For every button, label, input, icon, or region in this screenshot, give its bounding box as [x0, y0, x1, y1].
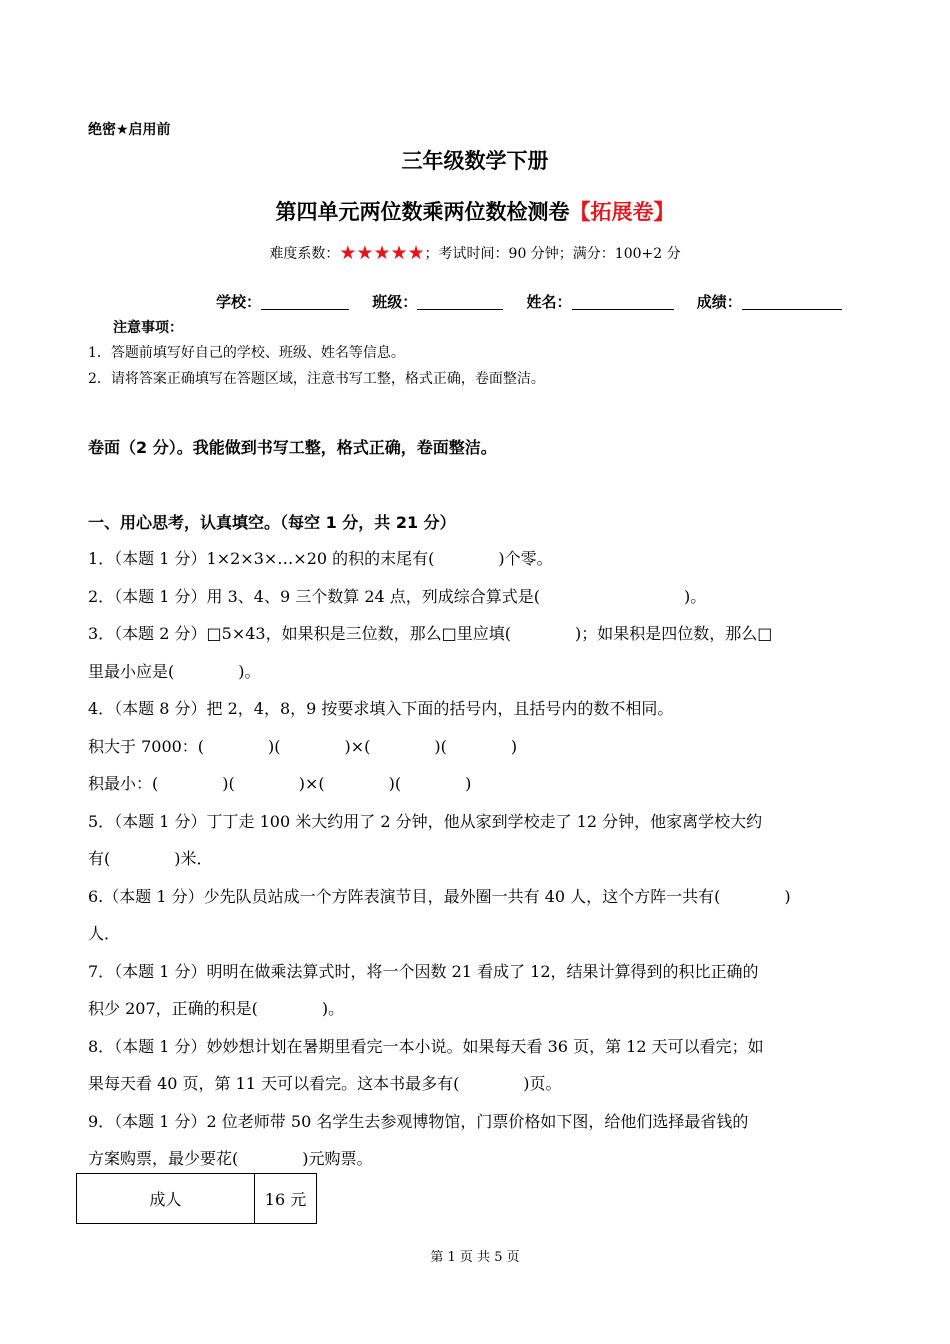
- question-line: 7．（本题 1 分）明明在做乘法算式时，将一个因数 21 看成了 12，结果计算得到的积比正确的: [88, 962, 759, 981]
- score-field[interactable]: [697, 291, 842, 312]
- question-line: 人．: [88, 924, 121, 943]
- name-blank[interactable]: [572, 294, 674, 310]
- question-line: 方案购票，最少要花( )元购票。: [88, 1149, 373, 1168]
- question-line: 9．（本题 1 分）2 位老师带 50 名学生去参观博物馆，门票价格如下图，给他们选择最省钱的: [88, 1112, 749, 1131]
- exam-meta: [0, 242, 950, 264]
- page-title: 三年级数学下册: [401, 149, 549, 173]
- name-field[interactable]: [527, 291, 674, 312]
- class-field[interactable]: [372, 291, 503, 312]
- question-line: 4．（本题 8 分）把 2，4，8，9 按要求填入下面的括号内，且括号内的数不相同。: [88, 699, 674, 718]
- section-heading: 一、用心思考，认真填空。（每空 1 分，共 21 分）: [88, 513, 456, 532]
- neatness-statement: 卷面（2 分）。我能做到书写工整，格式正确，卷面整洁。: [88, 438, 497, 457]
- school-label: 学校：: [216, 293, 262, 311]
- question-line: 2．（本题 1 分）用 3、4、9 三个数算 24 点，列成综合算式是( )。: [88, 587, 707, 606]
- page-number: 第 1 页 共 5 页: [430, 1250, 520, 1265]
- subtitle-tag: 【拓展卷】: [569, 200, 675, 224]
- student-info-fields: [216, 291, 842, 312]
- question-line: 积少 207，正确的积是( )。: [88, 999, 345, 1018]
- question-line: 8．（本题 1 分）妙妙想计划在暑期里看完一本小说。如果每天看 36 页，第 12 天可以看完；如: [88, 1037, 764, 1056]
- exam-info: ；考试时间：90 分钟；满分：100+2 分: [424, 246, 681, 262]
- question-line: 1．（本题 1 分）1×2×3×…×20 的积的末尾有( )个零。: [88, 549, 553, 568]
- question-line: 5．（本题 1 分）丁丁走 100 米大约用了 2 分钟，他从家到学校走了 12 分钟，他家离学校大约: [88, 812, 763, 831]
- school-blank[interactable]: [261, 294, 349, 310]
- question-line: 里最小应是( )。: [88, 662, 261, 681]
- question-line: 果每天看 40 页，第 11 天可以看完。这本书最多有( )页。: [88, 1074, 562, 1093]
- ticket-price-cell: 16 元: [264, 1190, 307, 1209]
- difficulty-label: 难度系数：: [269, 246, 340, 262]
- difficulty-stars-icon: ★★★★★: [339, 242, 425, 264]
- ticket-price-table: [76, 1173, 317, 1224]
- question-line: 积大于 7000：( )( )×( )( ): [88, 737, 518, 756]
- question-line: 有( )米．: [88, 849, 213, 868]
- class-blank[interactable]: [417, 294, 503, 310]
- score-blank[interactable]: [742, 294, 842, 310]
- notice-item: 1．答题前填写好自己的学校、班级、姓名等信息。: [88, 345, 405, 361]
- name-label: 姓名：: [526, 293, 572, 311]
- ticket-type-cell: 成人: [77, 1174, 255, 1223]
- question-line: 积最小：( )( )×( )( ): [88, 774, 472, 793]
- notice-heading: 注意事项：: [113, 320, 183, 336]
- school-field[interactable]: [216, 291, 349, 312]
- question-line: 6.（本题 1 分）少先队员站成一个方阵表演节目，最外圈一共有 40 人，这个方阵一共有( ): [88, 887, 791, 906]
- subtitle-main: 第四单元两位数乘两位数检测卷: [275, 200, 570, 224]
- score-label: 成绩：: [696, 293, 742, 311]
- class-label: 班级：: [372, 293, 418, 311]
- notice-item: 2．请将答案正确填写在答题区域，注意书写工整，格式正确，卷面整洁。: [88, 371, 545, 387]
- question-line: 3．（本题 2 分）□5×43，如果积是三位数，那么□里应填( )；如果积是四位数，那么□: [88, 624, 773, 643]
- page-subtitle: [0, 196, 950, 226]
- confidential-label: 绝密★启用前: [88, 122, 171, 138]
